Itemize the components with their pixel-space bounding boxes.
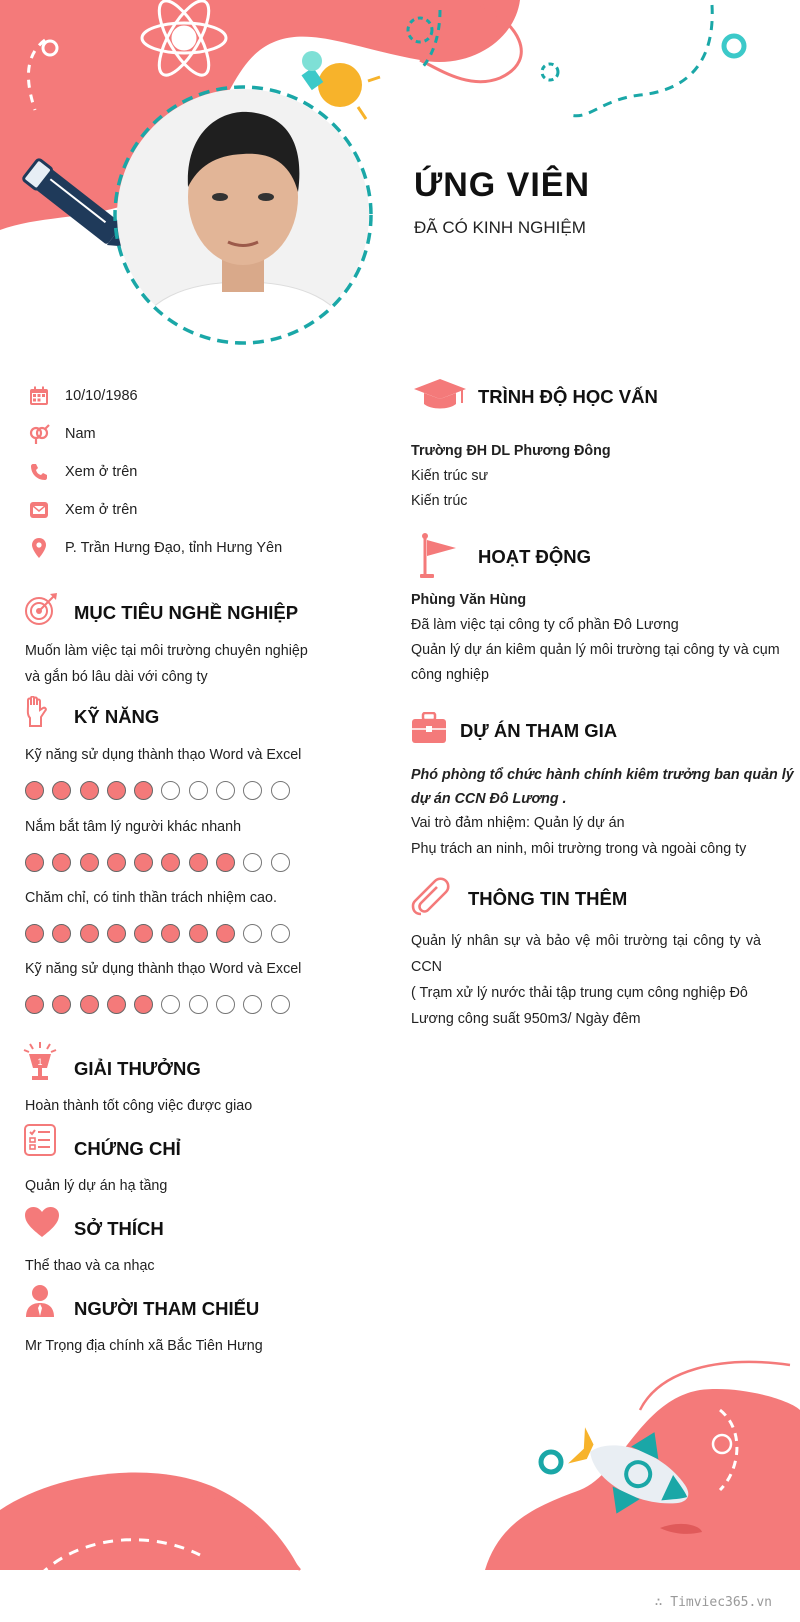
rating-dot-filled [107,781,126,800]
certificates-text: Quản lý dự án hạ tầng [25,1178,168,1194]
rating-dot-empty [189,781,208,800]
person-icon [25,1284,55,1323]
objective-text [25,638,315,690]
rating-dot-filled [80,924,99,943]
fist-icon [24,696,50,733]
rating-dot-empty [243,853,262,872]
rating-dot-filled [52,853,71,872]
heart-icon [24,1206,60,1243]
rating-dot-filled [25,781,44,800]
svg-text:1: 1 [37,1057,43,1067]
rating-dot-filled [134,853,153,872]
skill-rating [25,853,290,872]
footer-decoration [0,1340,800,1622]
rating-dot-filled [134,781,153,800]
graduation-cap-icon [413,377,467,416]
gender-value: Nam [65,426,96,442]
info-phone [28,461,137,483]
rating-dot-filled [80,781,99,800]
awards-title: GIẢI THƯỞNG [74,1058,201,1079]
rating-dot-filled [161,853,180,872]
rating-dot-filled [25,853,44,872]
skill-label: Kỹ năng sử dụng thành thạo Word và Excel [25,747,302,763]
flag-icon [420,532,460,585]
extra-line: Quản lý nhân sự và bảo vệ môi trường tại công ty và CCN [411,933,761,975]
rating-dot-filled [216,853,235,872]
project-role: Vai trò đảm nhiệm: Quản lý dự án [411,815,625,831]
candidate-name: ỨNG VIÊN [414,166,591,204]
candidate-subtitle: ĐÃ CÓ KINH NGHIỆM [414,218,586,237]
education-title: TRÌNH ĐỘ HỌC VẤN [478,386,658,407]
rating-dot-filled [134,924,153,943]
activities-line: công nghiệp [411,667,489,683]
project-desc: Phụ trách an ninh, môi trường trong và ngoài công ty [411,841,747,857]
skill-rating [25,924,290,943]
skill-rating [25,995,290,1014]
rating-dot-filled [52,781,71,800]
rating-dot-empty [271,853,290,872]
hobbies-text: Thể thao và ca nhạc [25,1258,155,1274]
briefcase-icon [411,712,447,749]
references-title: NGƯỜI THAM CHIẾU [74,1298,260,1319]
extra-line: Lương công suất 950m3/ Ngày đêm [411,1011,641,1027]
skill-label: Nắm bắt tâm lý người khác nhanh [25,819,242,835]
rating-dot-filled [25,995,44,1014]
objective-line: Muốn làm việc tại môi trường chuyên nghiệp [25,643,308,659]
project-name: dự án CCN Đô Lương . [411,791,567,807]
rating-dot-filled [107,853,126,872]
rating-dot-filled [52,924,71,943]
gender-icon [28,423,50,445]
rating-dot-filled [80,853,99,872]
rating-dot-filled [107,924,126,943]
rating-dot-filled [52,995,71,1014]
hobbies-title: SỞ THÍCH [74,1218,164,1239]
activities-line: Đã làm việc tại công ty cổ phần Đô Lương [411,617,679,633]
skills-title: KỸ NĂNG [74,706,160,727]
rating-dot-empty [243,781,262,800]
rating-dot-filled [216,924,235,943]
info-gender [28,423,96,445]
activities-org: Phùng Văn Hùng [411,592,527,608]
rating-dot-empty [161,995,180,1014]
location-pin-icon [28,537,50,559]
birthday-value: 10/10/1986 [65,388,138,404]
skill-rating [25,781,290,800]
target-icon [24,592,58,631]
rating-dot-empty [216,781,235,800]
references-text: Mr Trọng địa chính xã Bắc Tiên Hưng [25,1338,263,1354]
rating-dot-filled [107,995,126,1014]
rating-dot-empty [271,924,290,943]
objective-line: và gắn bó lâu dài với công ty [25,669,208,685]
skill-label: Chăm chỉ, có tinh thần trách nhiệm cao. [25,890,277,906]
email-icon [28,499,50,521]
education-major: Kiến trúc [411,493,468,509]
education-school: Trường ĐH DL Phương Đông [411,443,611,459]
projects-title: DỰ ÁN THAM GIA [460,720,618,741]
objective-title: MỤC TIÊU NGHỀ NGHIỆP [74,602,299,623]
extra-title: THÔNG TIN THÊM [468,888,628,909]
education-degree: Kiến trúc sư [411,468,489,484]
info-address [28,537,282,559]
rating-dot-filled [189,924,208,943]
info-birthday [28,385,138,407]
activities-line: Quản lý dự án kiêm quản lý môi trường tại công ty và cụm [411,642,780,658]
rating-dot-empty [161,781,180,800]
extra-text [411,928,761,1032]
activities-title: HOẠT ĐỘNG [478,546,592,567]
rating-dot-filled [25,924,44,943]
phone-icon [28,461,50,483]
checklist-icon [24,1124,56,1161]
info-email [28,499,137,521]
rating-dot-filled [189,853,208,872]
extra-line: ( Trạm xử lý nước thải tập trung cụm công nghiệp Đô [411,985,748,1001]
rating-dot-filled [134,995,153,1014]
skill-label: Kỹ năng sử dụng thành thạo Word và Excel [25,961,302,977]
awards-text: Hoàn thành tốt công việc được giao [25,1098,253,1114]
phone-value: Xem ở trên [65,464,138,480]
address-value: P. Trần Hưng Đạo, tỉnh Hưng Yên [65,540,283,556]
paperclip-icon [411,876,451,921]
avatar [110,82,376,348]
project-name: Phó phòng tổ chức hành chính kiêm trưởng ban quản lý [411,767,794,783]
rating-dot-filled [161,924,180,943]
certificates-title: CHỨNG CHỈ [74,1138,181,1159]
rating-dot-empty [271,995,290,1014]
rating-dot-empty [243,995,262,1014]
rating-dot-filled [80,995,99,1014]
calendar-icon [28,385,50,407]
watermark: ∴ Timviec365.vn [654,1595,772,1610]
rating-dot-empty [243,924,262,943]
rating-dot-empty [216,995,235,1014]
trophy-icon [22,1040,58,1087]
rating-dot-empty [271,781,290,800]
rating-dot-empty [189,995,208,1014]
email-value: Xem ở trên [65,502,138,518]
